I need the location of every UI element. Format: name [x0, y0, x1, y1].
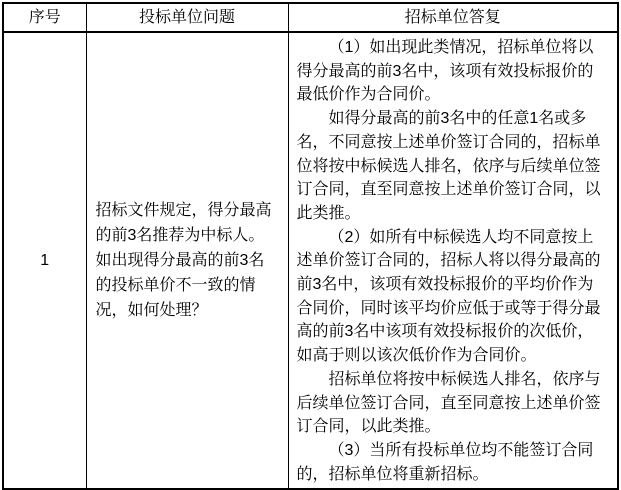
reply-paragraph-1: （1）如出现此类情况，招标单位将以得分最高的前3名中，该项有效投标报价的最低价作为合同价。 [296, 39, 594, 104]
header-cell-reply: 招标单位答复 [288, 3, 618, 32]
table-row [3, 32, 618, 489]
header-row [3, 3, 618, 32]
reply-paragraph-5: （3）当所有投标单位均不能签订合同的，招标单位将重新招标。 [296, 441, 594, 483]
cell-reply-text [288, 32, 618, 489]
header-cell-index: 序号 [3, 3, 86, 32]
reply-paragraph-2: 如得分最高的前3名中的任意1名或多名，不同意按上述单价签订合同的，招标单位将按中标候选人排名，依序与后续单位签订合同，直至同意按上述单价签订合同，以此类推。 [296, 110, 601, 222]
reply-paragraph-4: 招标单位将按中标候选人排名，依序与后续单位签订合同，直至同意按上述单价签订合同，以此类推。 [296, 370, 601, 436]
qa-table [2, 2, 619, 490]
cell-row-index: 1 [3, 32, 86, 489]
cell-question-text: 招标文件规定，得分最高的前3名推荐为中标人。如出现得分最高的前3名的投标单价不一致的情况，如何处理？ [86, 32, 288, 489]
header-cell-question: 投标单位问题 [86, 3, 288, 32]
reply-paragraph-3: （2）如所有中标候选人均不同意按上述单价签订合同的，招标人将以得分最高的前3名中，该项有效投标报价的平均价作为合同价，同时该平均价应低于或等于得分最高的前3名中该项有效投标报价的次低价，如高于则以该次低价作为合同价。 [296, 228, 601, 365]
